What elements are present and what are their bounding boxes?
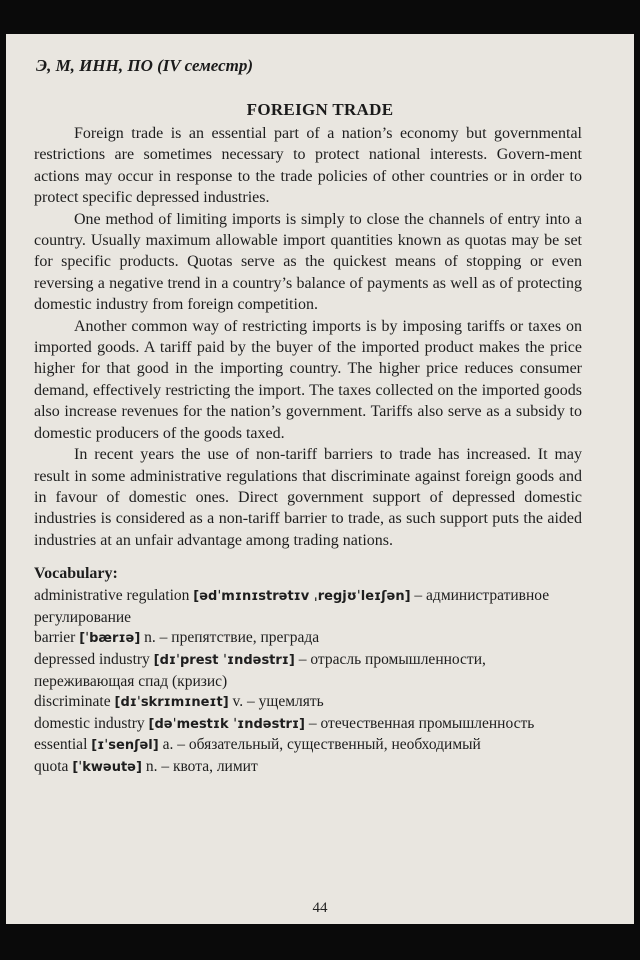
vocabulary-translation: – препятствие, преграда: [159, 629, 320, 647]
text-body: [34, 123, 582, 778]
vocabulary-translation: – ущемлять: [247, 693, 324, 711]
vocabulary-transcription: [ədˈmɪnɪstrətɪv ˌregjʊˈleɪʃən]: [193, 589, 411, 605]
vocabulary-part-of-speech: a.: [162, 736, 174, 754]
vocabulary-entry: [34, 628, 582, 650]
vocabulary-translation: – квота, лимит: [161, 757, 258, 775]
paragraph-1: Foreign trade is an essential part of a nation’s economy but governmental restrictions are sometimes necessary to protect national interests. Govern-ment actions may occur in response to the trade policies of other countries or in order to protect specific depressed industries.: [34, 125, 582, 207]
vocabulary-term: quota: [34, 757, 69, 775]
vocabulary-term: depressed industry: [34, 650, 150, 668]
vocabulary-part-of-speech: v.: [232, 693, 244, 711]
paragraph-4: In recent years the use of non-tariff barriers to trade has increased. It may result in some administrative regulations that discriminate against foreign goods and in favour of domestic ones. Direct government support of depressed domestic industries is considered as a non-tariff barrier to trade, as such support puts the aided industries at an unfair advantage among trading nations.: [34, 446, 582, 549]
vocabulary-translation: – отечественная промышленность: [308, 714, 535, 732]
vocabulary-entry: [34, 650, 582, 692]
vocabulary-part-of-speech: n.: [144, 629, 156, 647]
vocabulary-term: discriminate: [34, 693, 111, 711]
book-page: [6, 34, 634, 924]
vocabulary-translation: – обязательный, существенный, необходимый: [177, 736, 481, 754]
vocabulary-term: administrative regulation: [34, 587, 190, 605]
vocabulary-transcription: [dɪˈskrɪmɪneɪt]: [114, 695, 229, 711]
vocabulary-transcription: [dɪˈprest ˈɪndəstrɪ]: [153, 652, 295, 668]
vocabulary-transcription: [ˈbærɪə]: [79, 631, 141, 647]
vocabulary-entry: [34, 692, 582, 714]
vocabulary-entry: [34, 714, 582, 736]
vocabulary-transcription: [ɪˈsenʃəl]: [91, 738, 159, 754]
vocabulary-term: barrier: [34, 629, 76, 647]
vocabulary-entry: [34, 586, 582, 628]
vocabulary-term: essential: [34, 736, 88, 754]
vocabulary-entry: [34, 735, 582, 757]
paragraph-3: Another common way of restricting imports is by imposing tariffs or taxes on imported goods. A tariff paid by the buyer of the imported product makes the price higher for that good in the importing country. The higher price reduces consumer demand, effectively restricting the import. The taxes collected on the imported goods also increase revenues for the nation’s government. Tariffs also serve as a subsidy to domestic producers of the goods taxed.: [34, 317, 582, 442]
vocabulary-entry: [34, 757, 582, 779]
vocabulary-term: domestic industry: [34, 714, 145, 732]
vocabulary-transcription: [dəˈmestɪk ˈɪndəstrɪ]: [148, 716, 305, 732]
page-title: FOREIGN TRADE: [246, 100, 394, 119]
vocabulary-part-of-speech: n.: [145, 757, 158, 775]
vocabulary-list: [34, 586, 582, 778]
page-header: Э, М, ИНН, ПО (IV семестр): [36, 56, 253, 75]
vocabulary-transcription: [ˈkwəutə]: [72, 759, 142, 775]
vocabulary-translation: – административное регулирование: [34, 587, 550, 626]
paragraph-2: One method of limiting imports is simply to close the channels of entry into a country. Usually maximum allowable import quantities known as quotas may be set for specific products. Quotas serve as the quickest means of stopping or even reversing a negative trend in a country’s balance of payments as well as of protecting domestic industry from foreign competition.: [34, 210, 582, 314]
vocabulary-heading: Vocabulary:: [34, 565, 118, 583]
page-number: 44: [312, 900, 328, 916]
vocabulary-translation: – отрасль промышленности, переживающая спад (кризис): [34, 650, 486, 690]
